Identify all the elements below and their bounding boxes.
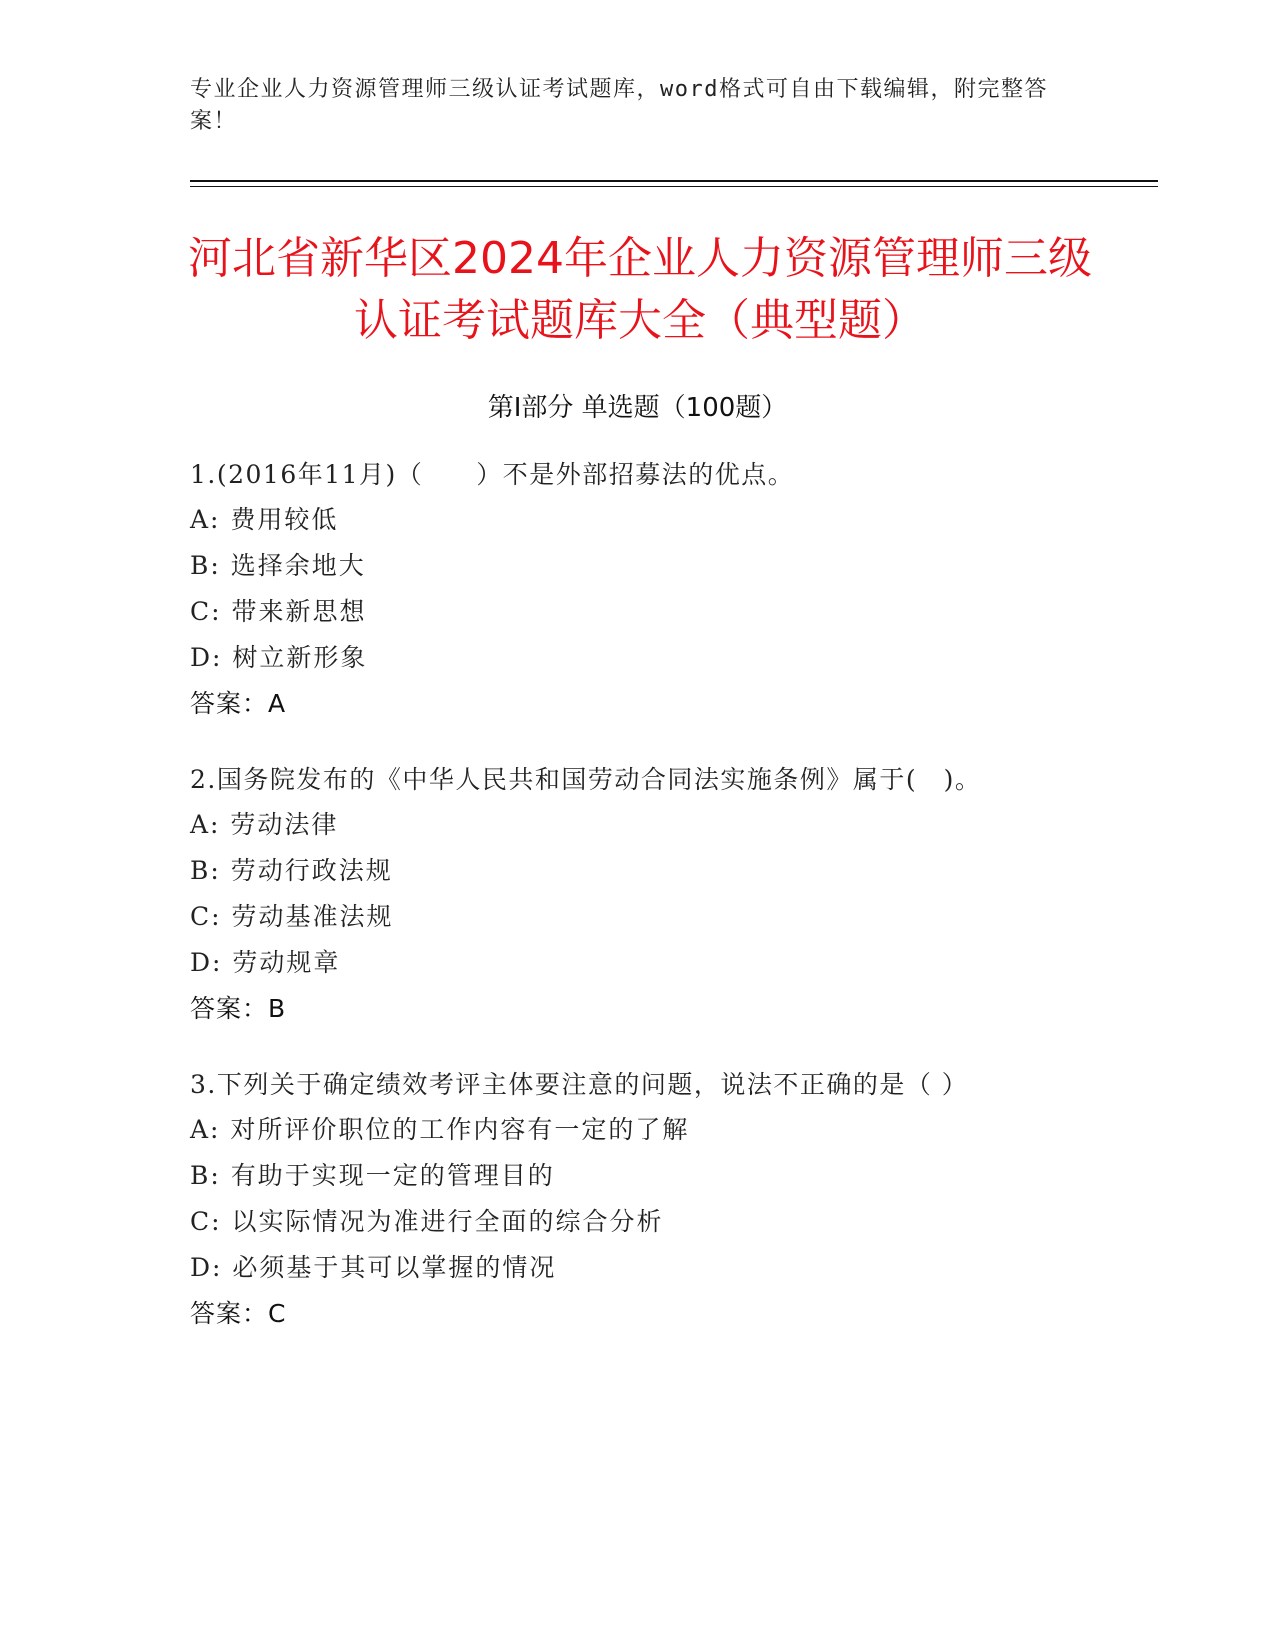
answer-label: 答案：B bbox=[190, 994, 287, 1023]
question-3 bbox=[190, 1063, 990, 1337]
question-stem: 3.下列关于确定绩效考评主体要注意的问题，说法不正确的是（ ） bbox=[190, 1070, 969, 1099]
option-a: A: 劳动法律 bbox=[190, 810, 339, 839]
option-b: B: 有助于实现一定的管理目的 bbox=[190, 1161, 555, 1190]
option-a: A: 费用较低 bbox=[190, 505, 339, 534]
question-stem: 1.(2016年11月)（ ）不是外部招募法的优点。 bbox=[190, 460, 795, 489]
option-d: D: 劳动规章 bbox=[190, 948, 341, 977]
header-divider-thick bbox=[190, 180, 1158, 182]
option-c: C: 劳动基准法规 bbox=[190, 902, 394, 931]
option-c: C: 带来新思想 bbox=[190, 597, 367, 626]
question-1 bbox=[190, 453, 1090, 727]
option-a: A: 对所评价职位的工作内容有一定的了解 bbox=[190, 1115, 690, 1144]
option-d: D: 必须基于其可以掌握的情况 bbox=[190, 1253, 557, 1282]
header-divider-thin bbox=[190, 186, 1158, 187]
option-d: D: 树立新形象 bbox=[190, 643, 368, 672]
answer-label: 答案：A bbox=[190, 689, 287, 718]
answer-label: 答案：C bbox=[190, 1299, 287, 1328]
option-c: C: 以实际情况为准进行全面的综合分析 bbox=[190, 1207, 664, 1236]
document-title: 河北省新华区2024年企业人力资源管理师三级认证考试题库大全（典型题） bbox=[188, 233, 1092, 346]
question-stem: 2.国务院发布的《中华人民共和国劳动合同法实施条例》属于( )。 bbox=[190, 765, 982, 794]
option-b: B: 劳动行政法规 bbox=[190, 856, 393, 885]
option-b: B: 选择余地大 bbox=[190, 551, 366, 580]
section-heading: 第Ⅰ部分 单选题（100题） bbox=[487, 393, 788, 423]
question-2 bbox=[190, 758, 1090, 1032]
header-note: 专业企业人力资源管理师三级认证考试题库，word格式可自由下载编辑，附完整答案！ bbox=[190, 77, 1048, 134]
